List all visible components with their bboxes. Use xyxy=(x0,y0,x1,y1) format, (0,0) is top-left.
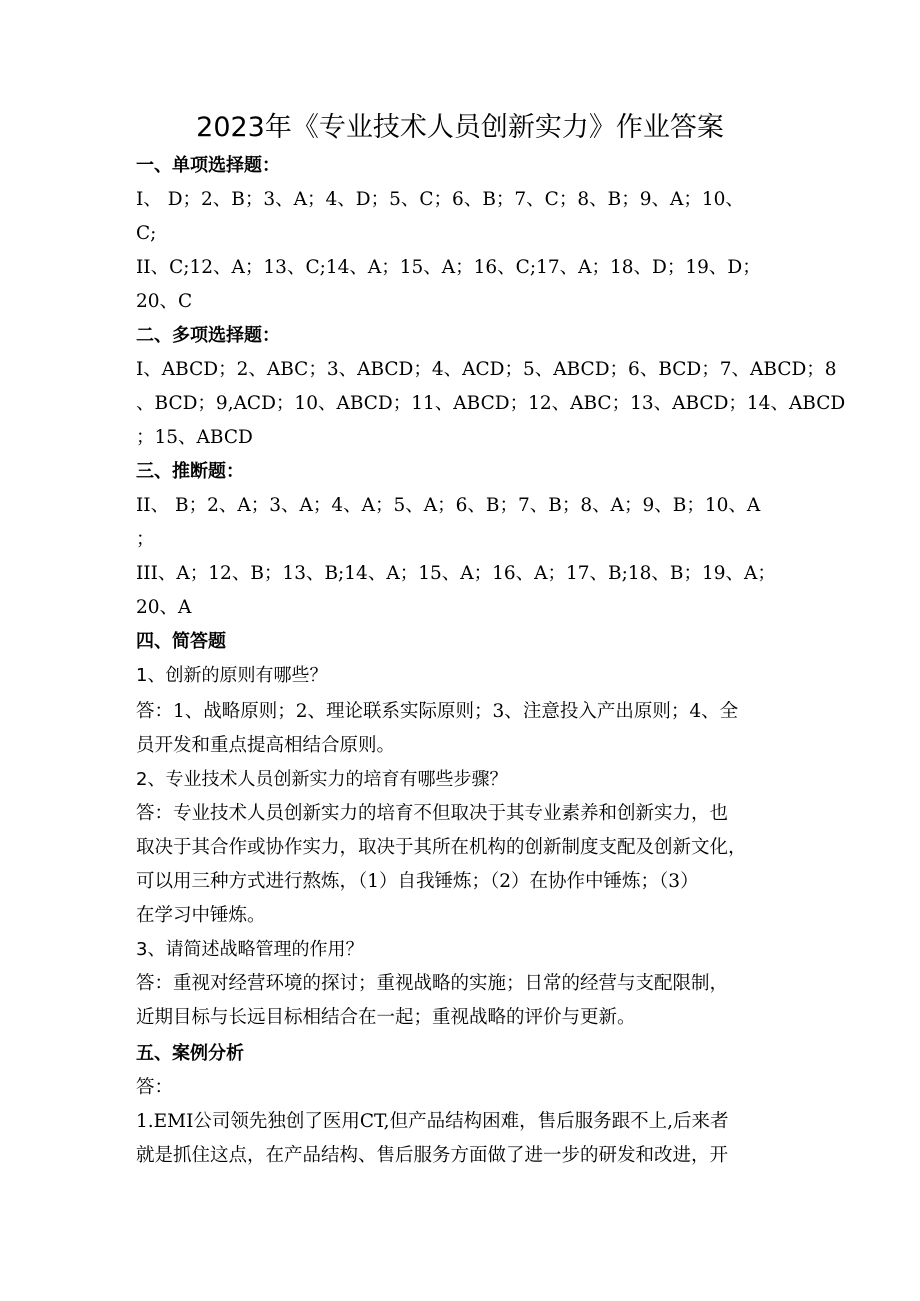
answer-2-line: 答：专业技术人员创新实力的培育不但取决于其专业素养和创新实力，也 xyxy=(136,803,729,824)
answer-line: II、 B；2、A；3、A；4、A；5、A；6、B；7、B；8、A；9、B；10、A xyxy=(136,495,761,516)
case-answer-label: 答： xyxy=(136,1077,174,1098)
section-heading-case-analysis: 五、案例分析 xyxy=(136,1043,244,1064)
answer-1-line: 答：1、战略原则；2、理论联系实际原则；3、注意投入产出原则；4、全 xyxy=(136,701,739,722)
question-3: 3、请简述战略管理的作用？ xyxy=(136,939,364,960)
answer-line: C; xyxy=(136,223,157,244)
question-1: 1、创新的原则有哪些？ xyxy=(136,665,328,686)
case-answer-line: 就是抓住这点，在产品结构、售后服务方面做了进一步的研发和改进，开 xyxy=(136,1145,729,1166)
answer-line: ； xyxy=(136,529,155,550)
document-title: 2023年《专业技术人员创新实力》作业答案 xyxy=(196,112,724,143)
section-heading-multiple-choice: 二、多项选择题： xyxy=(136,325,280,346)
section-heading-single-choice: 一、单项选择题： xyxy=(136,155,280,176)
answer-line: 、BCD；9,ACD；10、ABCD；11、ABCD；12、ABC；13、ABCD；14、ABCD xyxy=(136,393,846,414)
answer-line: 20、A xyxy=(136,597,192,618)
answer-3-line: 答：重视对经营环境的探讨；重视战略的实施；日常的经营与支配限制， xyxy=(136,973,729,994)
answer-2-line: 可以用三种方式进行熬炼，（1）自我锤炼；（2）在协作中锤炼；（3） xyxy=(136,871,699,892)
answer-2-line: 取决于其合作或协作实力，取决于其所在机构的创新制度支配及创新文化， xyxy=(136,837,747,858)
answer-line: 20、C xyxy=(136,291,193,312)
answer-1-line: 员开发和重点提高相结合原则。 xyxy=(136,735,396,756)
question-2: 2、专业技术人员创新实力的培育有哪些步骤？ xyxy=(136,769,508,790)
answer-line: I、 D；2、B；3、A；4、D；5、C；6、B；7、C；8、B；9、A；10、 xyxy=(136,189,744,210)
case-answer-line: 1.EMI公司领先独创了医用CT,但产品结构困难，售后服务跟不上,后来者 xyxy=(136,1111,729,1132)
answer-line: III、A；12、B；13、B;14、A；15、A；16、A；17、B;18、B；19、A； xyxy=(136,563,776,584)
section-heading-short-answer: 四、简答题 xyxy=(136,631,226,652)
answer-line: ；15、ABCD xyxy=(136,427,253,448)
answer-line: I、ABCD；2、ABC；3、ABCD；4、ACD；5、ABCD；6、BCD；7、ABCD；8 xyxy=(136,359,837,380)
section-heading-judgment: 三、推断题： xyxy=(136,461,244,482)
answer-2-line: 在学习中锤炼。 xyxy=(136,905,266,926)
answer-line: II、C;12、A；13、C;14、A；15、A；16、C;17、A；18、D；19、D； xyxy=(136,257,761,278)
answer-3-line: 近期目标与长远目标相结合在一起；重视战略的评价与更新。 xyxy=(136,1007,636,1028)
